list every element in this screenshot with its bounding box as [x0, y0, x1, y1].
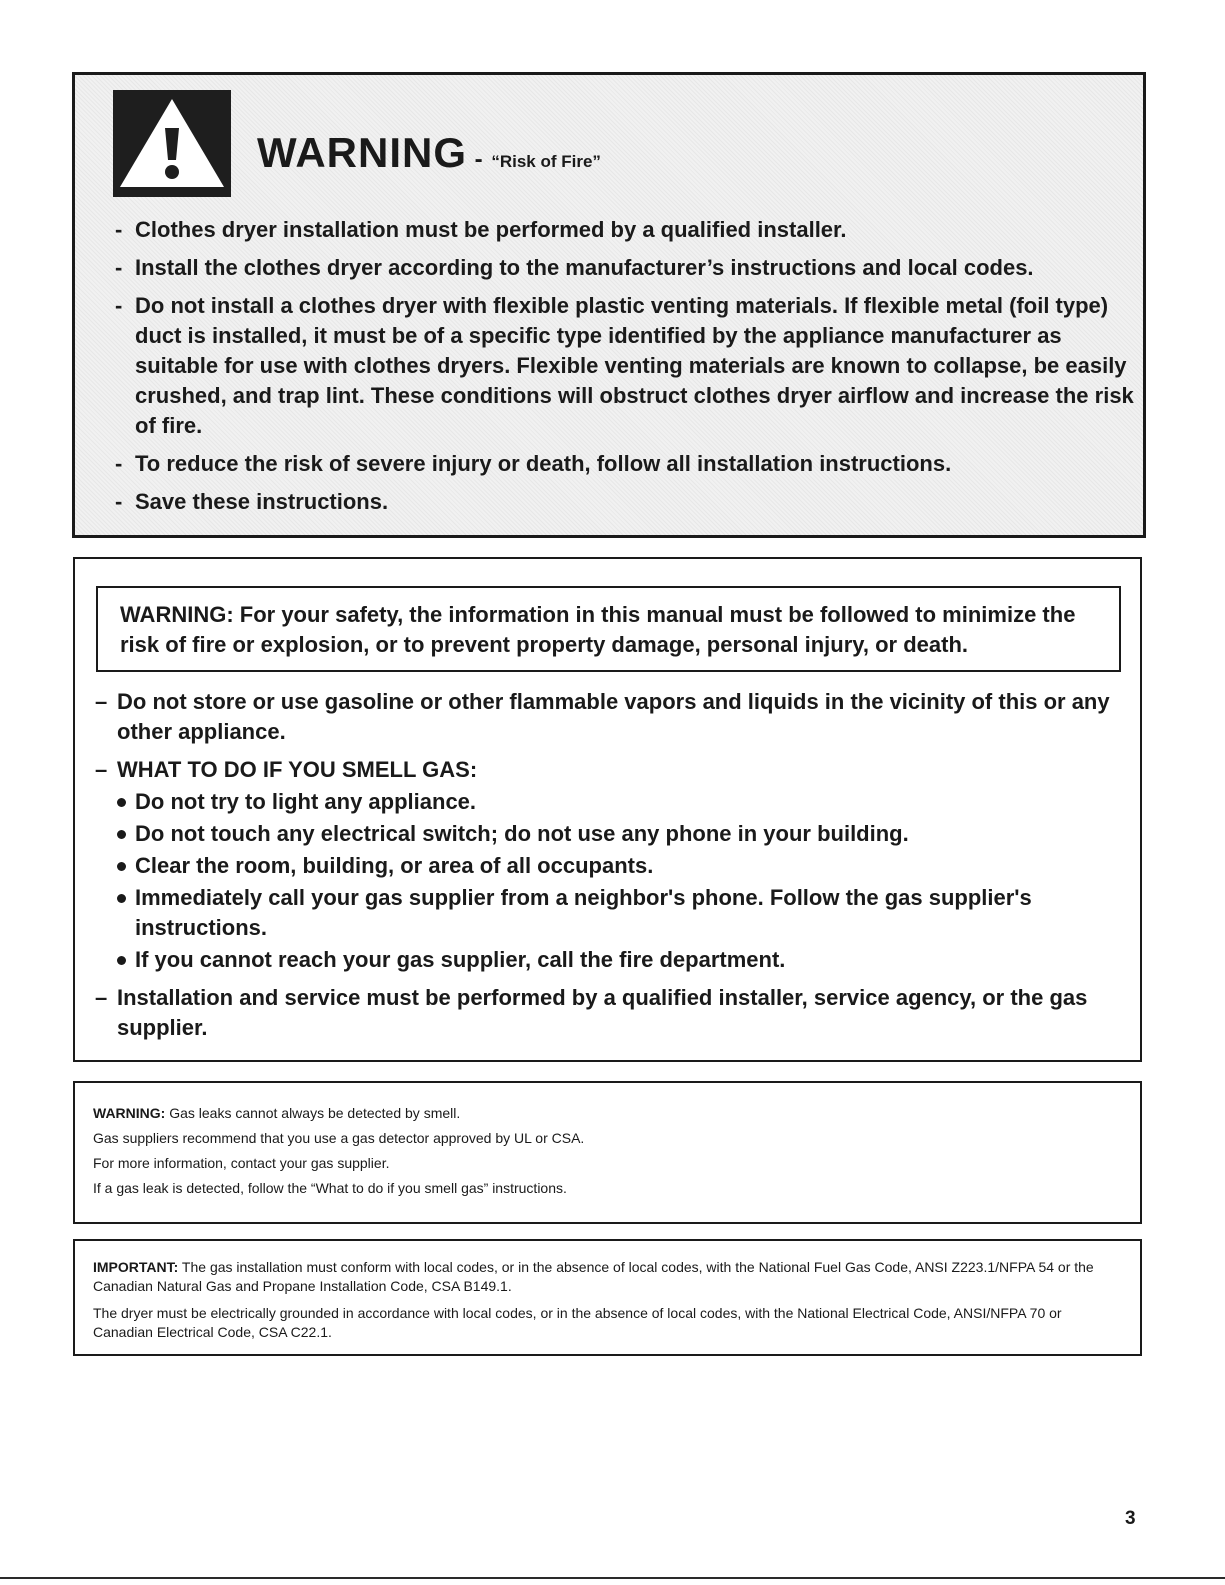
fire-warning-list	[115, 215, 1135, 525]
bullet-item: If you cannot reach your gas supplier, call the fire department.	[117, 945, 1125, 975]
note-line: Gas suppliers recommend that you use a gas detector approved by UL or CSA.	[93, 1130, 585, 1146]
note-text: Gas leaks cannot always be detected by smell.	[165, 1105, 461, 1121]
important-paragraph	[93, 1258, 1123, 1296]
important-paragraph: The dryer must be electrically grounded in accordance with local codes, or in the absence of local codes, with the National Electrical Code, ANSI/NFPA 70 or Canadian Electrical Code, CSA C22.1.	[93, 1305, 1062, 1340]
smell-gas-bullets	[117, 787, 1125, 975]
warning-subtitle: “Risk of Fire”	[491, 152, 601, 171]
warning-heading: WARNING	[257, 129, 467, 176]
important-note	[93, 1258, 1123, 1350]
gas-leak-note-box	[73, 1081, 1142, 1224]
gas-warning-box	[73, 557, 1142, 1062]
gas-warning-list	[95, 687, 1125, 1051]
list-item: - Do not install a clothes dryer with flexible plastic venting materials. If flexible metal (foil type) duct is installed, it must be of a specific type identified by the appliance manufacturer as suitable for use with clothes dryers. Flexible venting materials are known to collapse, be easily crushed, and trap lint. These conditions will obstruct clothes dryer airflow and increase the risk of fire.	[115, 291, 1135, 441]
fire-warning-box	[72, 72, 1146, 538]
important-note-box	[73, 1239, 1142, 1356]
fire-warning-title	[257, 129, 601, 176]
list-item-text: Installation and service must be performed by a qualified installer, service agency, or the gas supplier.	[117, 985, 1088, 1040]
gas-leak-note	[93, 1101, 1123, 1201]
bullet-item: Do not try to light any appliance.	[117, 787, 1125, 817]
page-number: 3	[1125, 1508, 1136, 1529]
warning-triangle-icon	[113, 90, 231, 197]
gas-warning-header-box	[96, 586, 1121, 672]
list-item-text: Do not store or use gasoline or other flammable vapors and liquids in the vicinity of this or any other appliance.	[117, 689, 1110, 744]
gas-warning-header: WARNING: For your safety, the information in this manual must be followed to minimize the risk of fire or explosion, or to prevent property damage, personal injury, or death.	[120, 602, 1076, 657]
list-item	[95, 755, 1125, 975]
note-line: For more information, contact your gas supplier.	[93, 1155, 390, 1171]
list-item	[95, 687, 1125, 747]
important-text: The gas installation must conform with local codes, or in the absence of local codes, with the National Fuel Gas Code, ANSI Z223.1/NFPA 54 or the Canadian Natural Gas and Propane Installation Code, CSA B149.1.	[93, 1259, 1094, 1294]
bullet-item: Immediately call your gas supplier from a neighbor's phone. Follow the gas supplier's instructions.	[117, 883, 1125, 943]
bullet-item: Do not touch any electrical switch; do not use any phone in your building.	[117, 819, 1125, 849]
list-item	[95, 983, 1125, 1043]
warning-separator: -	[467, 146, 492, 173]
smell-gas-heading: WHAT TO DO IF YOU SMELL GAS:	[117, 757, 478, 782]
note-line	[93, 1101, 1123, 1126]
bullet-item: Clear the room, building, or area of all occupants.	[117, 851, 1125, 881]
important-label: IMPORTANT:	[93, 1259, 179, 1275]
list-item: - Clothes dryer installation must be performed by a qualified installer.	[115, 215, 1135, 245]
note-label: WARNING:	[93, 1105, 166, 1121]
list-item: - Save these instructions.	[115, 487, 1135, 517]
list-item: - Install the clothes dryer according to the manufacturer’s instructions and local codes.	[115, 253, 1135, 283]
page-bottom-rule	[0, 1577, 1225, 1579]
note-line: If a gas leak is detected, follow the “What to do if you smell gas” instructions.	[93, 1180, 567, 1196]
list-item: - To reduce the risk of severe injury or death, follow all installation instructions.	[115, 449, 1135, 479]
